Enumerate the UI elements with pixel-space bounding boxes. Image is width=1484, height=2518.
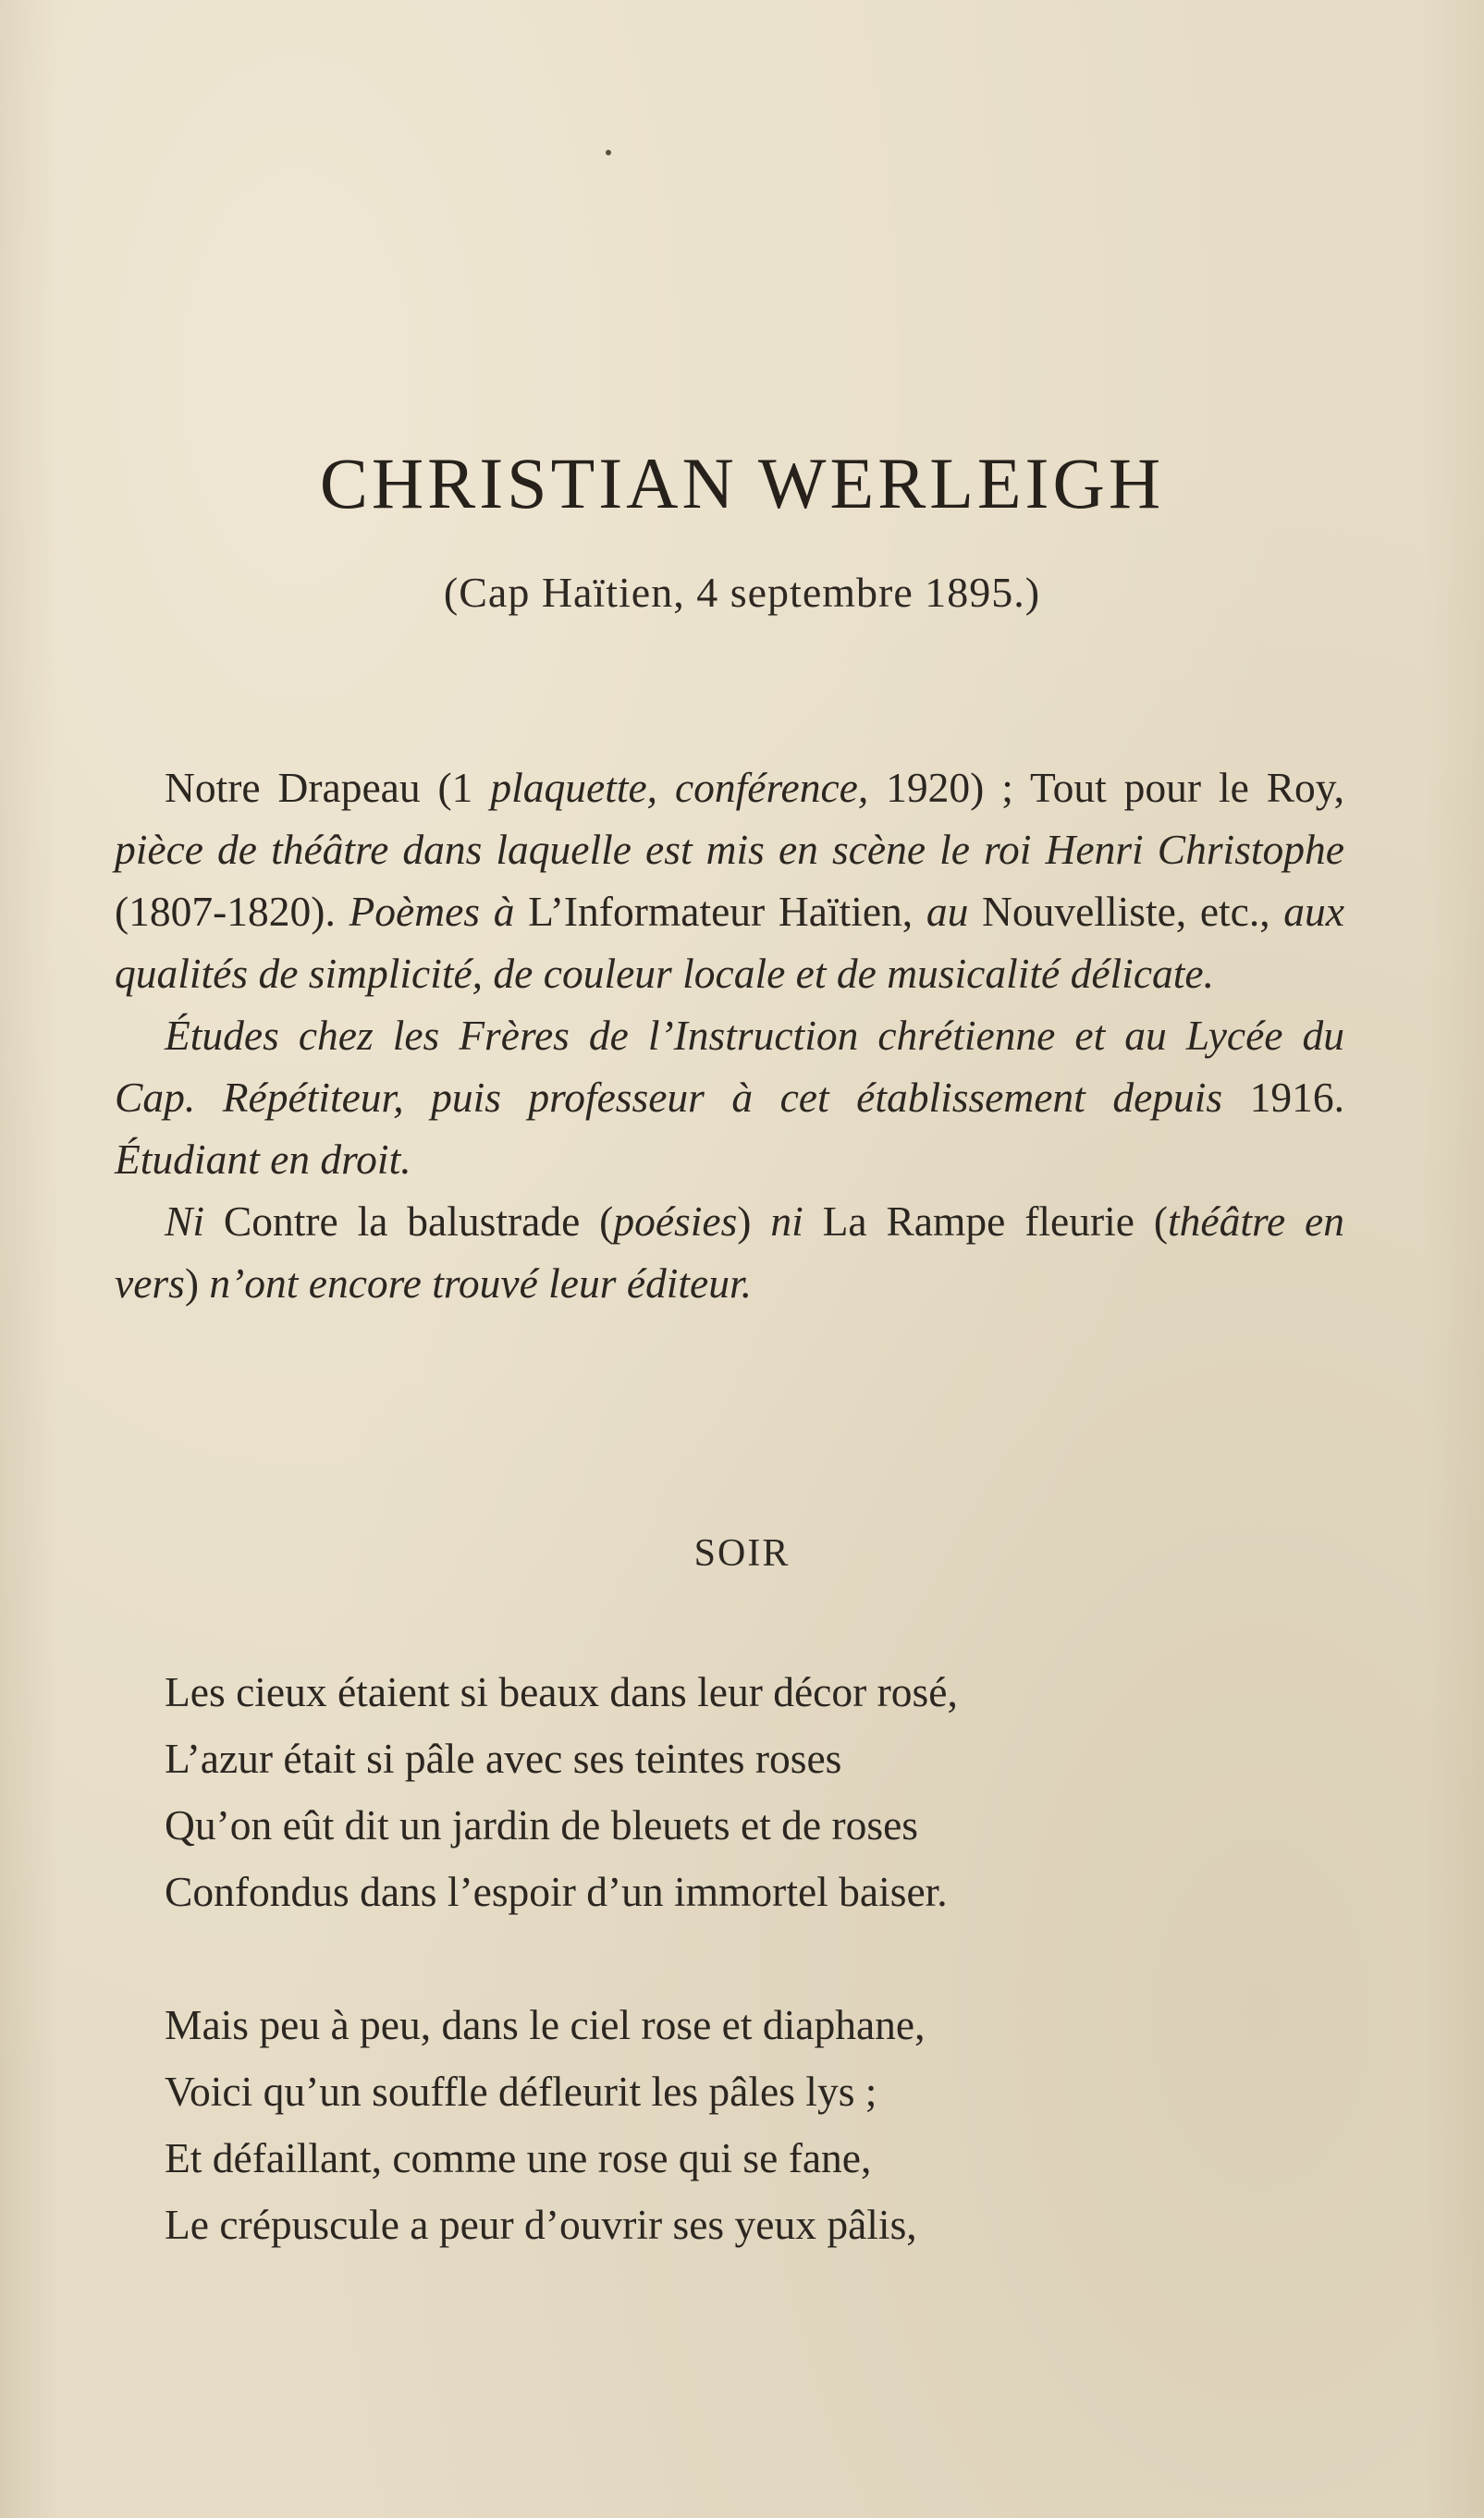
bio-paragraph-unpublished [115, 1190, 1344, 1314]
bio-italic: ni [770, 1198, 803, 1245]
poem-line: Les cieux étaient si beaux dans leur décor rosé, [165, 1668, 958, 1715]
poem-stanza-2 [165, 1992, 1320, 2258]
poem-line: Qu’on eût dit un jardin de bleuets et de roses [165, 1801, 919, 1849]
bio-text: 1920) ; Tout pour le Roy, [868, 764, 1344, 811]
bio-italic: théâtre en vers [115, 1198, 1344, 1307]
ink-speck [606, 150, 611, 155]
bio-paragraph-works [115, 756, 1344, 1004]
bio-text: La Rampe fleurie ( [803, 1198, 1168, 1245]
bio-text: 1916. [1222, 1074, 1344, 1121]
bio-italic: poésies [613, 1198, 738, 1245]
bio-italic: au [926, 888, 969, 935]
bio-italic: Études chez les Frères de l’Instruction chrétienne et au Lycée du Cap. Répétiteur, puis professeur à cet établissement depuis [115, 1012, 1344, 1121]
poem-line: Le crépuscule a peur d’ouvrir ses yeux pâlis, [165, 2201, 917, 2248]
bio-text: Notre Drapeau (1 [165, 764, 491, 811]
bio-text: (1807-1820). [115, 888, 350, 935]
poem-line: Et défaillant, comme une rose qui se fane, [165, 2134, 872, 2181]
poem-line: Mais peu à peu, dans le ciel rose et diaphane, [165, 2001, 926, 2048]
bio-italic: Poèmes à [349, 888, 515, 935]
poem-stanza-1 [165, 1659, 1320, 1925]
bio-italic: aux qualités de simplicité, de couleur locale et de musicalité délicate. [115, 888, 1344, 997]
bio-italic: Ni [165, 1198, 204, 1245]
bio-text: Contre la balustrade ( [204, 1198, 614, 1245]
poem-line: L’azur était si pâle avec ses teintes roses [165, 1735, 842, 1782]
bio-italic: plaquette, conférence, [490, 764, 869, 811]
bio-text: ) [737, 1198, 771, 1245]
bio-italic: pièce de théâtre dans laquelle est mis en scène le roi Henri Christophe [115, 826, 1344, 873]
poem-title: SOIR [693, 1532, 791, 1575]
author-bio [115, 756, 1344, 1314]
poem-line: Voici qu’un souffle défleurit les pâles lys ; [165, 2068, 877, 2115]
bio-text: ) [184, 1259, 210, 1307]
bio-paragraph-studies [115, 1004, 1344, 1190]
bio-text: Nouvelliste, etc., [968, 888, 1284, 935]
poem-line: Confondus dans l’espoir d’un immortel baiser. [165, 1868, 948, 1915]
bio-italic: Étudiant en droit. [115, 1136, 411, 1183]
author-name: CHRISTIAN WERLEIGH [319, 443, 1165, 523]
bio-italic: n’ont encore trouvé leur éditeur. [209, 1259, 753, 1307]
bio-text: L’Informateur Haïtien, [514, 888, 926, 935]
author-origin: (Cap Haïtien, 4 septembre 1895.) [443, 569, 1041, 616]
